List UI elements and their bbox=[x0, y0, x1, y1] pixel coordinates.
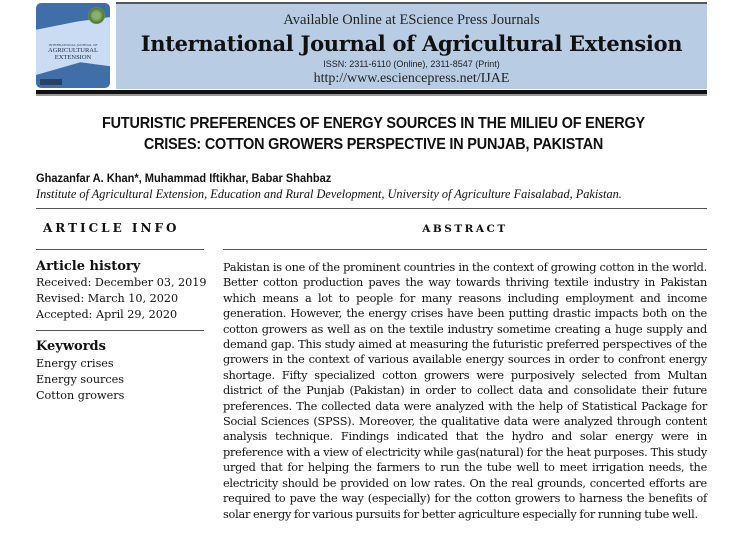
article-info-heading: ARTICLE INFO bbox=[43, 221, 180, 235]
article-title bbox=[45, 113, 703, 155]
abstract-body: Pakistan is one of the prominent countries in the context of growing cotton in the world. Better cotton production paves the way towards thriving textile industry in Pakistan which means a lot to people for many reasons including employment and income generation. However, the energy crises have been putting drastic impacts both on the cotton growers as well as on the textile industry sometime creating a huge supply and demand gap. This study aimed at measuring the futuristic preferred perspectives of the growers in the context of various available energy sources in order to confront energy shortage. Fifty specialized cotton growers were purposively selected from Multan district of the Punjab (Pakistan) in order to collect data and consolidate their future preferences. The collected data were analyzed with the help of Statistical Package for Social Sciences (SPSS). Moreover, the qualitative data were analyzed through content analysis technique. Findings indicated that the hydro and solar energy were in preference with a view of electricity while gas(natural) for the heat purposes. This study urged that for helping the farmers to run the tube well to meet irrigation needs, the electricity should be provided on low rates. On the real grounds, concerted efforts are required to pave the way (especially) for the cotton growers to harness the benefits of solar energy for various pursuits for better agriculture especially for running tube well. bbox=[223, 261, 707, 521]
keyword-item: Energy sources bbox=[36, 373, 125, 386]
article-title-line-2: CRISES: COTTON GROWERS PERSPECTIVE IN PUNJAB, PAKISTAN bbox=[143, 136, 604, 153]
author-list: Ghazanfar A. Khan*, Muhammad Iftikhar, Babar Shahbaz bbox=[36, 171, 332, 185]
issn-text: ISSN: 2311-6110 (Online), 2311-8547 (Print) bbox=[323, 59, 500, 69]
cover-small-text: INTERNATIONAL JOURNAL OF bbox=[48, 43, 98, 47]
journal-cover-image bbox=[36, 3, 110, 88]
journal-title: International Journal of Agricultural Extension bbox=[140, 31, 683, 56]
cover-emblem-icon bbox=[88, 7, 105, 24]
keywords-divider bbox=[36, 330, 204, 331]
received-date: Received: December 03, 2019 bbox=[36, 276, 207, 289]
journal-header-band bbox=[116, 2, 707, 89]
journal-url-link[interactable]: http://www.esciencepress.net/IJAE bbox=[313, 71, 510, 86]
keyword-item: Cotton growers bbox=[36, 389, 125, 402]
abstract-heading: ABSTRACT bbox=[422, 223, 508, 235]
article-history-heading: Article history bbox=[36, 259, 141, 274]
article-title-line-1: FUTURISTIC PREFERENCES OF ENERGY SOURCES IN THE MILIEU OF ENERGY bbox=[102, 115, 645, 132]
header-divider-shadow bbox=[36, 94, 707, 96]
revised-date: Revised: March 10, 2020 bbox=[36, 292, 179, 305]
keyword-item: Energy crises bbox=[36, 357, 114, 370]
author-affiliation: Institute of Agricultural Extension, Education and Rural Development, University of Agriculture Faisalabad, Pakistan. bbox=[36, 187, 622, 201]
abstract-divider bbox=[223, 249, 707, 250]
publisher-logo-icon bbox=[40, 79, 62, 85]
article-info-divider bbox=[36, 249, 204, 250]
accepted-date: Accepted: April 29, 2020 bbox=[36, 308, 178, 321]
available-online-text: Available Online at EScience Press Journals bbox=[283, 12, 540, 28]
section-divider-top bbox=[36, 208, 707, 209]
cover-title: AGRICULTURAL EXTENSION bbox=[48, 47, 98, 61]
keywords-heading: Keywords bbox=[36, 339, 106, 354]
